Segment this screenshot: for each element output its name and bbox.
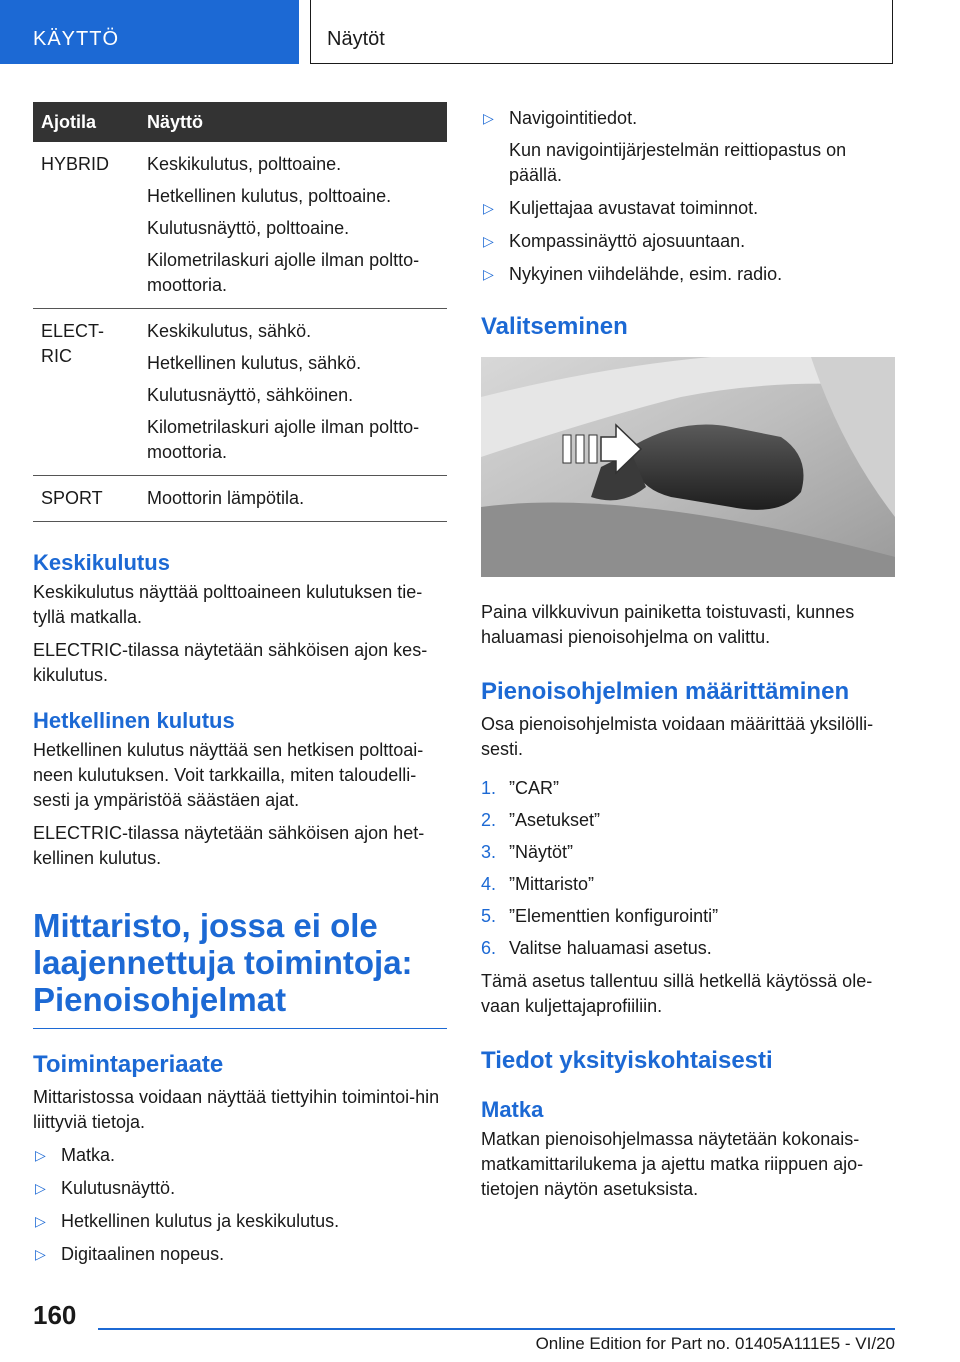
- triangle-right-icon: ▷: [35, 1213, 46, 1229]
- triangle-right-icon: ▷: [35, 1147, 46, 1163]
- triangle-right-icon: ▷: [483, 200, 494, 216]
- maarittaminen-paragraph: Tämä asetus tallentuu sillä hetkellä käytössä ole-vaan kuljettajaprofiiliin.: [481, 971, 873, 1016]
- table-mode-cell: ELECT-RIC: [33, 309, 139, 476]
- table-header-row: [33, 102, 447, 142]
- toimintaperiaate-paragraph: Mittaristossa voidaan näyttää tiettyihin toimintoi-hin liittyviä tietoja.: [33, 1087, 440, 1132]
- table-item: Kulutusnäyttö, polttoaine.: [147, 218, 350, 238]
- turn-signal-lever-illustration: [481, 357, 895, 577]
- hetkellinen-paragraph: ELECTRIC-tilassa näytetään sähköisen ajon het-kellinen kulutus.: [33, 823, 425, 868]
- table-display-cell: [139, 309, 447, 476]
- keskikulutus-heading: Keskikulutus: [33, 550, 170, 575]
- step-item: 3. ”Näytöt”: [481, 842, 574, 862]
- table-item: Hetkellinen kulutus, polttoaine.: [147, 186, 392, 206]
- triangle-right-icon: ▷: [35, 1246, 46, 1262]
- footer-edition: Online Edition for Part no. 01405A111E5 - VI/20: [535, 1334, 895, 1353]
- list-item: ▷ Nykyinen viihdelähde, esim. radio.: [481, 262, 895, 287]
- step-item: 6. Valitse haluamasi asetus.: [481, 938, 712, 958]
- toimintaperiaate-heading: Toimintaperiaate: [33, 1051, 224, 1078]
- footer-divider: [98, 1328, 895, 1330]
- matka-heading: Matka: [481, 1097, 544, 1122]
- table-item: Kilometrilaskuri ajolle ilman poltto-moottoria.: [147, 250, 420, 295]
- drive-mode-table: [33, 102, 447, 522]
- tiedot-heading: Tiedot yksityiskohtaisesti: [481, 1047, 773, 1074]
- table-item: Keskikulutus, sähkö.: [147, 321, 312, 341]
- left-column: [33, 102, 447, 1275]
- mittaristo-heading: Mittaristo, jossa ei ole laajennettuja toimintoja: Pienoisohjelmat: [33, 907, 447, 1029]
- table-row: [33, 309, 447, 476]
- list-item-sub: Kun navigointijärjestelmän reittiopastus on päällä.: [509, 140, 847, 185]
- step-item: 4. ”Mittaristo”: [481, 874, 594, 894]
- page-number: 160: [33, 1300, 77, 1330]
- table-item: Kulutusnäyttö, sähköinen.: [147, 385, 354, 405]
- table-row: [33, 142, 447, 309]
- triangle-right-icon: ▷: [35, 1180, 46, 1196]
- table-item: Kilometrilaskuri ajolle ilman poltto-moottoria.: [147, 417, 420, 462]
- table-item: Keskikulutus, polttoaine.: [147, 154, 342, 174]
- maarittaminen-heading: Pienoisohjelmien määrittäminen: [481, 678, 850, 705]
- step-item: 1. ”CAR”: [481, 778, 559, 798]
- valitseminen-paragraph: Paina vilkkuvivun painiketta toistuvasti, kunnes haluamasi pienoisohjelma on valittu.: [481, 602, 855, 647]
- right-column: [481, 106, 895, 1210]
- header-section-label: KÄYTTÖ: [33, 28, 120, 50]
- hetkellinen-heading: Hetkellinen kulutus: [33, 708, 235, 733]
- step-item: 2. ”Asetukset”: [481, 810, 601, 830]
- config-steps: [481, 776, 895, 961]
- hetkellinen-paragraph: Hetkellinen kulutus näyttää sen hetkisen polttoai-neen kulutuksen. Voit tarkkailla, miten taloudelli-sesti ja ympäristöä säästäen ajat.: [33, 740, 424, 810]
- triangle-right-icon: ▷: [483, 110, 494, 126]
- feature-list: [33, 1143, 447, 1267]
- table-display-cell: [139, 476, 447, 522]
- table-item: Hetkellinen kulutus, sähkö.: [147, 353, 362, 373]
- list-item: ▷ Hetkellinen kulutus ja keskikulutus.: [33, 1209, 447, 1234]
- table-mode-cell: SPORT: [33, 476, 139, 522]
- list-item: ▷ Navigointitiedot. Kun navigointijärjestelmän reittiopastus on päällä.: [481, 106, 895, 188]
- table-header-cell: Ajotila: [33, 102, 139, 142]
- table-header-cell: Näyttö: [139, 102, 447, 142]
- list-item: ▷ Kuljettajaa avustavat toiminnot.: [481, 196, 895, 221]
- triangle-right-icon: ▷: [483, 266, 494, 282]
- table-mode-cell: HYBRID: [33, 142, 139, 309]
- matka-paragraph: Matkan pienoisohjelmassa näytetään kokonais-matkamittarilukema ja ajettu matka riippuen ajo-tietojen näytön asetuksista.: [481, 1129, 864, 1199]
- table-row: [33, 476, 447, 522]
- keskikulutus-paragraph: Keskikulutus näyttää polttoaineen kulutuksen tie-tyllä matkalla.: [33, 582, 423, 627]
- header-title-box: [310, 0, 893, 64]
- header-section-tab: [0, 0, 299, 64]
- step-item: 5. ”Elementtien konfigurointi”: [481, 906, 719, 926]
- feature-list-continued: [481, 106, 895, 287]
- header-title: Näytöt: [327, 28, 385, 50]
- keskikulutus-paragraph: ELECTRIC-tilassa näytetään sähköisen ajon kes-kikulutus.: [33, 640, 428, 685]
- list-item: ▷ Digitaalinen nopeus.: [33, 1242, 447, 1267]
- table-item: Moottorin lämpötila.: [147, 488, 305, 508]
- table-display-cell: [139, 142, 447, 309]
- triangle-right-icon: ▷: [483, 233, 494, 249]
- maarittaminen-paragraph: Osa pienoisohjelmista voidaan määrittää yksilölli-sesti.: [481, 714, 874, 759]
- list-item: ▷ Kulutusnäyttö.: [33, 1176, 447, 1201]
- list-item: ▷ Kompassinäyttö ajosuuntaan.: [481, 229, 895, 254]
- list-item: ▷ Matka.: [33, 1143, 447, 1168]
- valitseminen-heading: Valitseminen: [481, 313, 628, 340]
